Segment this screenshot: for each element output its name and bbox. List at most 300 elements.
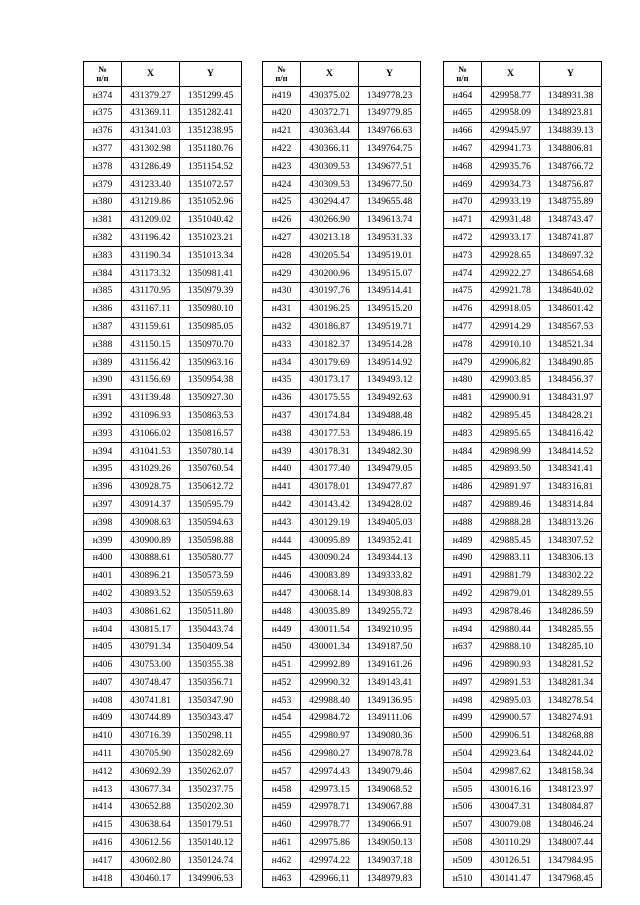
point-number: н383 (84, 247, 122, 265)
x-coordinate: 431156.69 (122, 371, 180, 389)
table-row (84, 211, 242, 229)
point-number: н440 (263, 460, 301, 478)
y-coordinate: 1348285.10 (540, 638, 602, 656)
table-row (84, 692, 242, 710)
point-number: н399 (84, 531, 122, 549)
y-coordinate: 1349482.30 (359, 442, 421, 460)
header-number: № п/п (444, 62, 482, 87)
x-coordinate: 430375.02 (301, 87, 359, 105)
x-coordinate: 429878.46 (482, 603, 540, 621)
y-coordinate: 1348084.87 (540, 798, 602, 816)
x-coordinate: 431159.61 (122, 318, 180, 336)
point-number: н508 (444, 834, 482, 852)
point-number: н425 (263, 193, 301, 211)
point-number: н388 (84, 336, 122, 354)
point-number: н439 (263, 442, 301, 460)
y-coordinate: 1350863.53 (180, 407, 242, 425)
y-coordinate: 1348268.88 (540, 727, 602, 745)
table-row (444, 549, 602, 567)
table-row (263, 620, 421, 638)
point-number: н444 (263, 531, 301, 549)
table-row (84, 229, 242, 247)
table-row (84, 870, 242, 888)
y-coordinate: 1349906.53 (180, 870, 242, 888)
x-coordinate: 431156.42 (122, 353, 180, 371)
point-number: н487 (444, 496, 482, 514)
y-coordinate: 1348428.21 (540, 407, 602, 425)
point-number: н380 (84, 193, 122, 211)
point-number: н472 (444, 229, 482, 247)
point-number: н453 (263, 692, 301, 710)
point-number: н491 (444, 567, 482, 585)
table-row (444, 264, 602, 282)
table-row (444, 834, 602, 852)
y-coordinate: 1351013.34 (180, 247, 242, 265)
x-coordinate: 430638.64 (122, 816, 180, 834)
x-coordinate: 429906.82 (482, 353, 540, 371)
y-coordinate: 1351180.76 (180, 140, 242, 158)
point-number: н434 (263, 353, 301, 371)
y-coordinate: 1349519.01 (359, 247, 421, 265)
x-coordinate: 429893.50 (482, 460, 540, 478)
y-coordinate: 1349308.83 (359, 585, 421, 603)
x-coordinate: 429934.73 (482, 175, 540, 193)
table-row (84, 175, 242, 193)
x-coordinate: 431096.93 (122, 407, 180, 425)
point-number: н410 (84, 727, 122, 745)
header-y: Y (540, 62, 602, 87)
x-coordinate: 430677.34 (122, 781, 180, 799)
table-row (84, 318, 242, 336)
header-row (263, 62, 421, 87)
table-row (263, 603, 421, 621)
y-coordinate: 1350612.72 (180, 478, 242, 496)
x-coordinate: 430900.89 (122, 531, 180, 549)
x-coordinate: 430205.54 (301, 247, 359, 265)
table-row (263, 585, 421, 603)
point-number: н466 (444, 122, 482, 140)
table-row (444, 353, 602, 371)
y-coordinate: 1349161.26 (359, 656, 421, 674)
table-row (444, 247, 602, 265)
x-coordinate: 430035.89 (301, 603, 359, 621)
x-coordinate: 430744.89 (122, 709, 180, 727)
point-number: н446 (263, 567, 301, 585)
x-coordinate: 430791.34 (122, 638, 180, 656)
header-y: Y (180, 62, 242, 87)
table-row (263, 229, 421, 247)
table-row (263, 638, 421, 656)
x-coordinate: 430177.53 (301, 425, 359, 443)
point-number: н409 (84, 709, 122, 727)
point-number: н377 (84, 140, 122, 158)
x-coordinate: 429895.45 (482, 407, 540, 425)
table-row (263, 674, 421, 692)
table-row (444, 816, 602, 834)
y-coordinate: 1349136.95 (359, 692, 421, 710)
y-coordinate: 1349067.88 (359, 798, 421, 816)
point-number: н474 (444, 264, 482, 282)
point-number: н504 (444, 763, 482, 781)
table-row (444, 282, 602, 300)
point-number: н443 (263, 514, 301, 532)
table-row (444, 674, 602, 692)
table-row (84, 193, 242, 211)
y-coordinate: 1347968.45 (540, 870, 602, 888)
point-number: н470 (444, 193, 482, 211)
x-coordinate: 429988.40 (301, 692, 359, 710)
table-row (444, 478, 602, 496)
table-row (263, 122, 421, 140)
point-number: н482 (444, 407, 482, 425)
table-row (84, 87, 242, 105)
y-coordinate: 1350559.63 (180, 585, 242, 603)
point-number: н438 (263, 425, 301, 443)
y-coordinate: 1350355.38 (180, 656, 242, 674)
x-coordinate: 429978.77 (301, 816, 359, 834)
header-number: № п/п (84, 62, 122, 87)
point-number: н400 (84, 549, 122, 567)
table-row (444, 158, 602, 176)
point-number: н509 (444, 852, 482, 870)
table-row (263, 460, 421, 478)
point-number: н416 (84, 834, 122, 852)
point-number: н481 (444, 389, 482, 407)
x-coordinate: 430309.53 (301, 158, 359, 176)
table-row (263, 211, 421, 229)
point-number: н429 (263, 264, 301, 282)
x-coordinate: 430175.55 (301, 389, 359, 407)
table-row (84, 674, 242, 692)
x-coordinate: 429895.65 (482, 425, 540, 443)
y-coordinate: 1348158.34 (540, 763, 602, 781)
table-row (444, 870, 602, 888)
x-coordinate: 430016.16 (482, 781, 540, 799)
point-number: н379 (84, 175, 122, 193)
y-coordinate: 1350202.30 (180, 798, 242, 816)
table-row (444, 318, 602, 336)
table-row (84, 282, 242, 300)
y-coordinate: 1348416.42 (540, 425, 602, 443)
table-row (84, 371, 242, 389)
x-coordinate: 429888.10 (482, 638, 540, 656)
x-coordinate: 429898.99 (482, 442, 540, 460)
y-coordinate: 1350511.80 (180, 603, 242, 621)
x-coordinate: 430177.40 (301, 460, 359, 478)
y-coordinate: 1349111.06 (359, 709, 421, 727)
y-coordinate: 1350760.54 (180, 460, 242, 478)
table-row (444, 531, 602, 549)
point-number: н435 (263, 371, 301, 389)
x-coordinate: 430741.81 (122, 692, 180, 710)
x-coordinate: 429928.65 (482, 247, 540, 265)
y-coordinate: 1350595.79 (180, 496, 242, 514)
y-coordinate: 1349079.46 (359, 763, 421, 781)
table-row (263, 282, 421, 300)
y-coordinate: 1350573.59 (180, 567, 242, 585)
table-row (84, 763, 242, 781)
x-coordinate: 430173.17 (301, 371, 359, 389)
point-number: н450 (263, 638, 301, 656)
table-row (444, 709, 602, 727)
point-number: н510 (444, 870, 482, 888)
y-coordinate: 1349050.13 (359, 834, 421, 852)
x-coordinate: 430363.44 (301, 122, 359, 140)
point-number: н391 (84, 389, 122, 407)
y-coordinate: 1350356.71 (180, 674, 242, 692)
point-number: н464 (444, 87, 482, 105)
x-coordinate: 431341.03 (122, 122, 180, 140)
x-coordinate: 430110.29 (482, 834, 540, 852)
point-number: н506 (444, 798, 482, 816)
x-coordinate: 429935.76 (482, 158, 540, 176)
point-number: н392 (84, 407, 122, 425)
table-row (444, 763, 602, 781)
point-number: н500 (444, 727, 482, 745)
table-row (84, 407, 242, 425)
x-coordinate: 430914.37 (122, 496, 180, 514)
point-number: н492 (444, 585, 482, 603)
x-coordinate: 430143.42 (301, 496, 359, 514)
x-coordinate: 429980.97 (301, 727, 359, 745)
x-coordinate: 430174.84 (301, 407, 359, 425)
header-row (84, 62, 242, 87)
x-coordinate: 429958.77 (482, 87, 540, 105)
y-coordinate: 1348601.42 (540, 300, 602, 318)
table-row (263, 158, 421, 176)
table-row (263, 745, 421, 763)
x-coordinate: 430366.11 (301, 140, 359, 158)
point-number: н421 (263, 122, 301, 140)
table-row (263, 656, 421, 674)
x-coordinate: 429900.57 (482, 709, 540, 727)
y-coordinate: 1349514.92 (359, 353, 421, 371)
table-row (84, 140, 242, 158)
point-number: н381 (84, 211, 122, 229)
table-row (444, 193, 602, 211)
table-row (444, 407, 602, 425)
x-coordinate: 430716.39 (122, 727, 180, 745)
table-row (444, 727, 602, 745)
table-row (263, 692, 421, 710)
y-coordinate: 1349531.33 (359, 229, 421, 247)
point-number: н406 (84, 656, 122, 674)
x-coordinate: 429987.62 (482, 763, 540, 781)
point-number: н376 (84, 122, 122, 140)
y-coordinate: 1350140.12 (180, 834, 242, 852)
table-row (84, 745, 242, 763)
coordinates-table-2 (262, 61, 421, 888)
y-coordinate: 1351299.45 (180, 87, 242, 105)
y-coordinate: 1350963.16 (180, 353, 242, 371)
y-coordinate: 1347984.95 (540, 852, 602, 870)
x-coordinate: 430126.51 (482, 852, 540, 870)
x-coordinate: 430141.47 (482, 870, 540, 888)
table-row (84, 798, 242, 816)
x-coordinate: 431190.34 (122, 247, 180, 265)
header-x: X (122, 62, 180, 87)
y-coordinate: 1351072.57 (180, 175, 242, 193)
point-number: н485 (444, 460, 482, 478)
y-coordinate: 1349078.78 (359, 745, 421, 763)
point-number: н396 (84, 478, 122, 496)
point-number: н428 (263, 247, 301, 265)
point-number: н479 (444, 353, 482, 371)
y-coordinate: 1348313.26 (540, 514, 602, 532)
point-number: н374 (84, 87, 122, 105)
point-number: н387 (84, 318, 122, 336)
table-row (444, 336, 602, 354)
table-row (444, 656, 602, 674)
y-coordinate: 1349477.87 (359, 478, 421, 496)
table-row (84, 104, 242, 122)
point-number: н468 (444, 158, 482, 176)
table-row (444, 638, 602, 656)
y-coordinate: 1349333.82 (359, 567, 421, 585)
point-number: н441 (263, 478, 301, 496)
table-row (263, 140, 421, 158)
y-coordinate: 1350598.88 (180, 531, 242, 549)
point-number: н448 (263, 603, 301, 621)
y-coordinate: 1350343.47 (180, 709, 242, 727)
y-coordinate: 1349493.12 (359, 371, 421, 389)
table-row (263, 567, 421, 585)
table-row (444, 692, 602, 710)
point-number: н415 (84, 816, 122, 834)
point-number: н475 (444, 282, 482, 300)
table-row (84, 425, 242, 443)
table-row (444, 104, 602, 122)
y-coordinate: 1348756.87 (540, 175, 602, 193)
table-row (263, 193, 421, 211)
table-row (444, 211, 602, 229)
x-coordinate: 430612.56 (122, 834, 180, 852)
x-coordinate: 430179.69 (301, 353, 359, 371)
x-coordinate: 431219.86 (122, 193, 180, 211)
y-coordinate: 1349428.02 (359, 496, 421, 514)
x-coordinate: 430011.54 (301, 620, 359, 638)
point-number: н451 (263, 656, 301, 674)
y-coordinate: 1348743.47 (540, 211, 602, 229)
x-coordinate: 429906.51 (482, 727, 540, 745)
table-row (263, 514, 421, 532)
point-number: н473 (444, 247, 482, 265)
y-coordinate: 1349779.85 (359, 104, 421, 122)
point-number: н423 (263, 158, 301, 176)
point-number: н471 (444, 211, 482, 229)
point-number: н458 (263, 781, 301, 799)
y-coordinate: 1351282.41 (180, 104, 242, 122)
y-coordinate: 1350979.39 (180, 282, 242, 300)
point-number: н407 (84, 674, 122, 692)
table-row (84, 585, 242, 603)
y-coordinate: 1350580.77 (180, 549, 242, 567)
table-row (84, 442, 242, 460)
table-row (263, 389, 421, 407)
header-number: № п/п (263, 62, 301, 87)
point-number: н412 (84, 763, 122, 781)
x-coordinate: 430815.17 (122, 620, 180, 638)
point-number: н447 (263, 585, 301, 603)
x-coordinate: 430197.76 (301, 282, 359, 300)
point-number: н488 (444, 514, 482, 532)
y-coordinate: 1350594.63 (180, 514, 242, 532)
point-number: н455 (263, 727, 301, 745)
point-number: н507 (444, 816, 482, 834)
point-number: н442 (263, 496, 301, 514)
x-coordinate: 429921.78 (482, 282, 540, 300)
point-number: н436 (263, 389, 301, 407)
x-coordinate: 429978.71 (301, 798, 359, 816)
y-coordinate: 1348456.37 (540, 371, 602, 389)
table-row (84, 852, 242, 870)
x-coordinate: 430928.75 (122, 478, 180, 496)
x-coordinate: 429879.01 (482, 585, 540, 603)
y-coordinate: 1348806.81 (540, 140, 602, 158)
table-row (84, 567, 242, 585)
point-number: н426 (263, 211, 301, 229)
x-coordinate: 431302.98 (122, 140, 180, 158)
y-coordinate: 1348278.54 (540, 692, 602, 710)
y-coordinate: 1350816.57 (180, 425, 242, 443)
point-number: н411 (84, 745, 122, 763)
table-row (444, 300, 602, 318)
table-row (263, 709, 421, 727)
y-coordinate: 1350262.07 (180, 763, 242, 781)
y-coordinate: 1349492.63 (359, 389, 421, 407)
x-coordinate: 429881.79 (482, 567, 540, 585)
point-number: н422 (263, 140, 301, 158)
x-coordinate: 431041.53 (122, 442, 180, 460)
x-coordinate: 429910.10 (482, 336, 540, 354)
x-coordinate: 430213.18 (301, 229, 359, 247)
y-coordinate: 1348766.72 (540, 158, 602, 176)
y-coordinate: 1348302.22 (540, 567, 602, 585)
table-row (84, 264, 242, 282)
table-row (84, 620, 242, 638)
table-row (444, 87, 602, 105)
x-coordinate: 429890.93 (482, 656, 540, 674)
table-row (84, 122, 242, 140)
x-coordinate: 430200.96 (301, 264, 359, 282)
y-coordinate: 1348931.38 (540, 87, 602, 105)
y-coordinate: 1348923.81 (540, 104, 602, 122)
point-number: н449 (263, 620, 301, 638)
x-coordinate: 429958.09 (482, 104, 540, 122)
x-coordinate: 431167.11 (122, 300, 180, 318)
point-number: н375 (84, 104, 122, 122)
table-row (444, 781, 602, 799)
x-coordinate: 430068.14 (301, 585, 359, 603)
y-coordinate: 1351023.21 (180, 229, 242, 247)
point-number: н382 (84, 229, 122, 247)
point-number: н461 (263, 834, 301, 852)
x-coordinate: 429990.32 (301, 674, 359, 692)
table-row (263, 87, 421, 105)
table-row (263, 816, 421, 834)
x-coordinate: 430182.37 (301, 336, 359, 354)
x-coordinate: 430748.47 (122, 674, 180, 692)
x-coordinate: 430372.71 (301, 104, 359, 122)
point-number: н490 (444, 549, 482, 567)
x-coordinate: 430294.47 (301, 193, 359, 211)
y-coordinate: 1349143.41 (359, 674, 421, 692)
y-coordinate: 1348289.55 (540, 585, 602, 603)
table-row (263, 371, 421, 389)
y-coordinate: 1350985.05 (180, 318, 242, 336)
point-number: н499 (444, 709, 482, 727)
x-coordinate: 429922.27 (482, 264, 540, 282)
